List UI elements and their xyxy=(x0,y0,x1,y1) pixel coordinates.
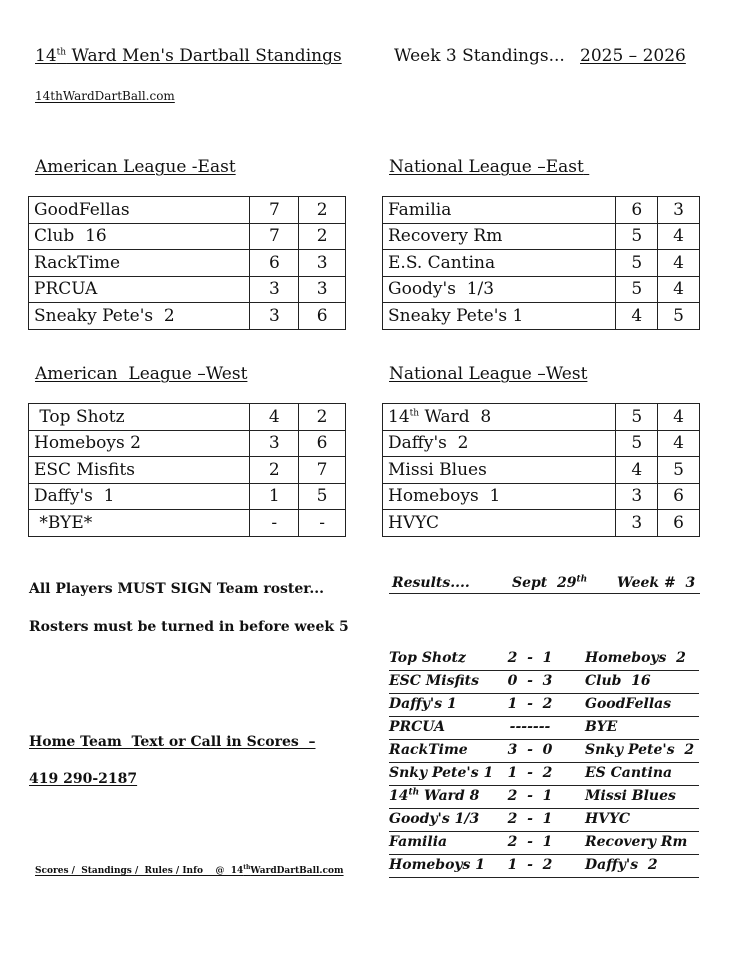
team-wins: 6 xyxy=(250,250,299,277)
result-away-team: ES Cantina xyxy=(585,765,673,781)
standings-row xyxy=(29,223,346,250)
team-wins: 7 xyxy=(250,223,299,250)
rosters-due-note: Rosters must be turned in before week 5 xyxy=(29,619,349,635)
team-losses: 4 xyxy=(658,430,700,457)
result-row xyxy=(389,786,699,809)
team-name: Club 16 xyxy=(29,223,250,250)
result-score: ------- xyxy=(509,719,551,735)
team-name: Daffy's 2 xyxy=(383,430,616,457)
team-name: Homeboys 2 xyxy=(29,430,250,457)
nl-east-table xyxy=(382,196,700,330)
team-losses: 2 xyxy=(299,404,346,431)
standings-row xyxy=(383,483,700,510)
results-label: Results.... xyxy=(392,575,470,591)
al-east-title: American League -East xyxy=(35,157,236,177)
result-home-team: Familia xyxy=(389,834,448,850)
result-home-team: PRCUA xyxy=(389,719,445,735)
team-losses: 5 xyxy=(299,483,346,510)
result-score: 2 - 1 xyxy=(507,834,553,850)
result-home-team: Snky Pete's 1 xyxy=(389,765,494,781)
al-west-table xyxy=(28,403,346,537)
standings-row xyxy=(383,510,700,537)
results-date: Sept 29th xyxy=(512,574,588,591)
standings-row xyxy=(29,197,346,224)
team-name: 14th Ward 8 xyxy=(383,404,616,431)
standings-row xyxy=(383,197,700,224)
team-name: Sneaky Pete's 2 xyxy=(29,303,250,330)
standings-row xyxy=(383,457,700,484)
team-losses: 3 xyxy=(299,250,346,277)
result-home-team: Top Shotz xyxy=(389,650,466,666)
result-away-team: BYE xyxy=(585,719,618,735)
result-row xyxy=(389,832,699,855)
team-losses: 6 xyxy=(658,483,700,510)
team-wins: 3 xyxy=(250,430,299,457)
result-row xyxy=(389,740,699,763)
standings-row xyxy=(29,404,346,431)
result-away-team: GoodFellas xyxy=(585,696,672,712)
result-home-team: 14th Ward 8 xyxy=(389,787,480,804)
team-wins: 5 xyxy=(616,404,658,431)
result-home-team: Homeboys 1 xyxy=(389,857,486,873)
team-wins: 6 xyxy=(616,197,658,224)
team-losses: 3 xyxy=(658,197,700,224)
result-score: 1 - 2 xyxy=(507,696,553,712)
team-name: Goody's 1/3 xyxy=(383,276,616,303)
team-losses: 4 xyxy=(658,404,700,431)
standings-row xyxy=(383,223,700,250)
team-wins: 5 xyxy=(616,276,658,303)
team-losses: 5 xyxy=(658,303,700,330)
result-score: 2 - 1 xyxy=(507,788,553,804)
team-losses: 2 xyxy=(299,197,346,224)
team-wins: 2 xyxy=(250,457,299,484)
team-name: Recovery Rm xyxy=(383,223,616,250)
al-west-title: American League –West xyxy=(35,364,248,384)
team-losses: - xyxy=(299,510,346,537)
team-wins: 3 xyxy=(616,510,658,537)
result-row xyxy=(389,763,699,786)
result-away-team: Homeboys 2 xyxy=(585,650,686,666)
page-title xyxy=(35,46,342,66)
team-name: Top Shotz xyxy=(29,404,250,431)
result-home-team: Daffy's 1 xyxy=(389,696,457,712)
result-away-team: Club 16 xyxy=(585,673,651,689)
result-row xyxy=(389,648,699,671)
title-suffix: Ward Men's Dartball Standings xyxy=(66,46,342,66)
result-away-team: Missi Blues xyxy=(585,788,676,804)
phone-number[interactable]: 419 290-2187 xyxy=(29,771,138,787)
result-row xyxy=(389,855,699,878)
result-home-team: Goody's 1/3 xyxy=(389,811,480,827)
team-name: *BYE* xyxy=(29,510,250,537)
team-wins: 5 xyxy=(616,223,658,250)
title-prefix: 14 xyxy=(35,46,57,66)
standings-row xyxy=(29,303,346,330)
result-score: 1 - 2 xyxy=(507,765,553,781)
result-score: 3 - 0 xyxy=(507,742,553,758)
team-losses: 4 xyxy=(658,223,700,250)
result-score: 0 - 3 xyxy=(507,673,553,689)
team-wins: 3 xyxy=(616,483,658,510)
result-home-team: RackTime xyxy=(389,742,468,758)
team-wins: 4 xyxy=(616,457,658,484)
result-score: 2 - 1 xyxy=(507,811,553,827)
result-away-team: Snky Pete's 2 xyxy=(585,742,695,758)
team-wins: 7 xyxy=(250,197,299,224)
team-wins: 4 xyxy=(250,404,299,431)
team-name: Daffy's 1 xyxy=(29,483,250,510)
footer-info: Scores / Standings / Rules / Info @ 14thWardDartBall.com xyxy=(35,864,344,876)
result-away-team: Recovery Rm xyxy=(585,834,688,850)
standings-row xyxy=(383,303,700,330)
nl-west-table xyxy=(382,403,700,537)
standings-row xyxy=(383,276,700,303)
team-name: E.S. Cantina xyxy=(383,250,616,277)
standings-row xyxy=(29,483,346,510)
nl-east-title: National League –East xyxy=(389,157,584,177)
results-header xyxy=(389,574,700,594)
week-label: Week 3 Standings... xyxy=(394,46,565,66)
standings-row xyxy=(29,250,346,277)
team-wins: 1 xyxy=(250,483,299,510)
team-name: Homeboys 1 xyxy=(383,483,616,510)
result-row xyxy=(389,809,699,832)
team-wins: 5 xyxy=(616,250,658,277)
standings-row xyxy=(29,510,346,537)
result-score: 2 - 1 xyxy=(507,650,553,666)
result-row xyxy=(389,671,699,694)
result-away-team: HVYC xyxy=(585,811,630,827)
team-losses: 2 xyxy=(299,223,346,250)
team-name: ESC Misfits xyxy=(29,457,250,484)
nl-west-title: National League –West xyxy=(389,364,588,384)
sign-roster-note: All Players MUST SIGN Team roster... xyxy=(29,581,325,597)
team-name: GoodFellas xyxy=(29,197,250,224)
team-name: RackTime xyxy=(29,250,250,277)
team-losses: 4 xyxy=(658,250,700,277)
website-link[interactable]: 14thWardDartBall.com xyxy=(35,89,175,103)
team-name: Familia xyxy=(383,197,616,224)
results-week: Week # 3 xyxy=(617,575,696,591)
team-losses: 7 xyxy=(299,457,346,484)
team-name: PRCUA xyxy=(29,276,250,303)
team-wins: 3 xyxy=(250,276,299,303)
team-losses: 6 xyxy=(658,510,700,537)
team-losses: 6 xyxy=(299,430,346,457)
standings-row xyxy=(383,430,700,457)
al-east-table xyxy=(28,196,346,330)
result-home-team: ESC Misfits xyxy=(389,673,480,689)
standings-row xyxy=(29,430,346,457)
result-away-team: Daffy's 2 xyxy=(585,857,658,873)
team-losses: 3 xyxy=(299,276,346,303)
team-wins: 3 xyxy=(250,303,299,330)
team-losses: 5 xyxy=(658,457,700,484)
title-sup: th xyxy=(56,47,67,58)
standings-row xyxy=(29,276,346,303)
team-wins: 5 xyxy=(616,430,658,457)
team-wins: - xyxy=(250,510,299,537)
standings-row xyxy=(383,404,700,431)
team-losses: 6 xyxy=(299,303,346,330)
team-name: HVYC xyxy=(383,510,616,537)
home-team-note: Home Team Text or Call in Scores – xyxy=(29,734,316,750)
result-row xyxy=(389,717,699,740)
team-losses: 4 xyxy=(658,276,700,303)
team-wins: 4 xyxy=(616,303,658,330)
standings-row xyxy=(29,457,346,484)
result-row xyxy=(389,694,699,717)
season-label: 2025 – 2026 xyxy=(580,46,686,66)
team-name: Sneaky Pete's 1 xyxy=(383,303,616,330)
result-score: 1 - 2 xyxy=(507,857,553,873)
team-name: Missi Blues xyxy=(383,457,616,484)
standings-row xyxy=(383,250,700,277)
